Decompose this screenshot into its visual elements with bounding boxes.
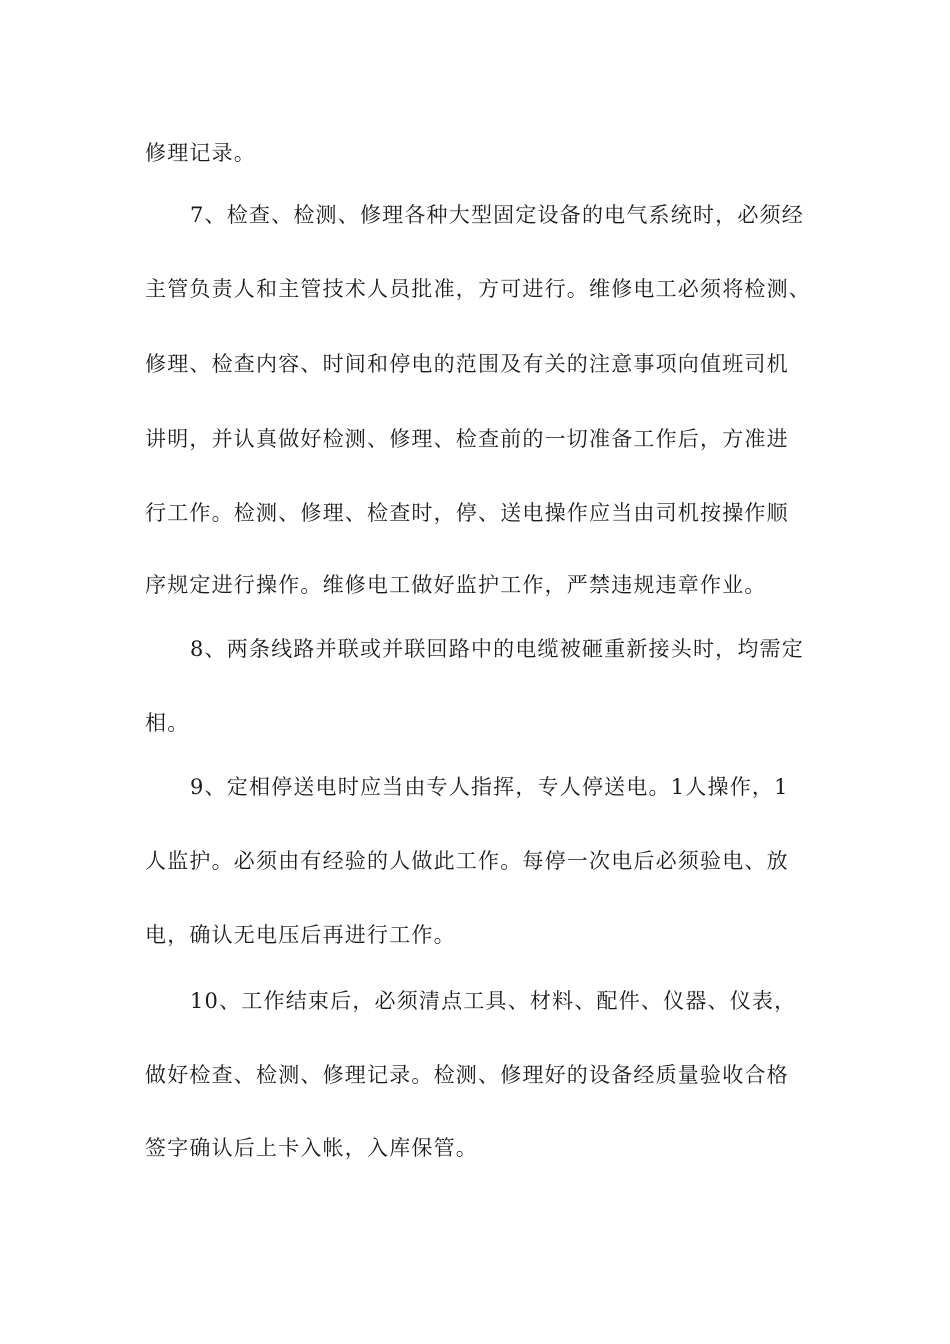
- text-line: 序规定进行操作。维修电工做好监护工作，严禁违规违章作业。: [145, 573, 767, 597]
- text-line: 修理记录。: [145, 141, 256, 165]
- paragraph-7-start: 7、检查、检测、修理各种大型固定设备的电气系统时，必须经: [190, 203, 804, 227]
- text-line: 修理、检查内容、时间和停电的范围及有关的注意事项向值班司机: [145, 352, 789, 376]
- paragraph-8-start: 8、两条线路并联或并联回路中的电缆被砸重新接头时，均需定: [190, 637, 804, 661]
- paragraph-10-start: 10、工作结束后，必须清点工具、材料、配件、仪器、仪表，: [190, 989, 797, 1013]
- text-line: 讲明，并认真做好检测、修理、检查前的一切准备工作后，方准进: [145, 427, 789, 451]
- paragraph-9-start: 9、定相停送电时应当由专人指挥，专人停送电。1人操作，1: [190, 775, 789, 799]
- text-line: 电，确认无电压后再进行工作。: [145, 923, 456, 947]
- text-line: 签字确认后上卡入帐，入库保管。: [145, 1136, 478, 1160]
- text-line: 相。: [145, 711, 190, 735]
- text-line: 行工作。检测、修理、检查时，停、送电操作应当由司机按操作顺: [145, 501, 789, 525]
- text-line: 做好检查、检测、修理记录。检测、修理好的设备经质量验收合格: [145, 1063, 789, 1087]
- text-line: 主管负责人和主管技术人员批准，方可进行。维修电工必须将检测、: [145, 277, 811, 301]
- text-line: 人监护。必须由有经验的人做此工作。每停一次电后必须验电、放: [145, 849, 789, 873]
